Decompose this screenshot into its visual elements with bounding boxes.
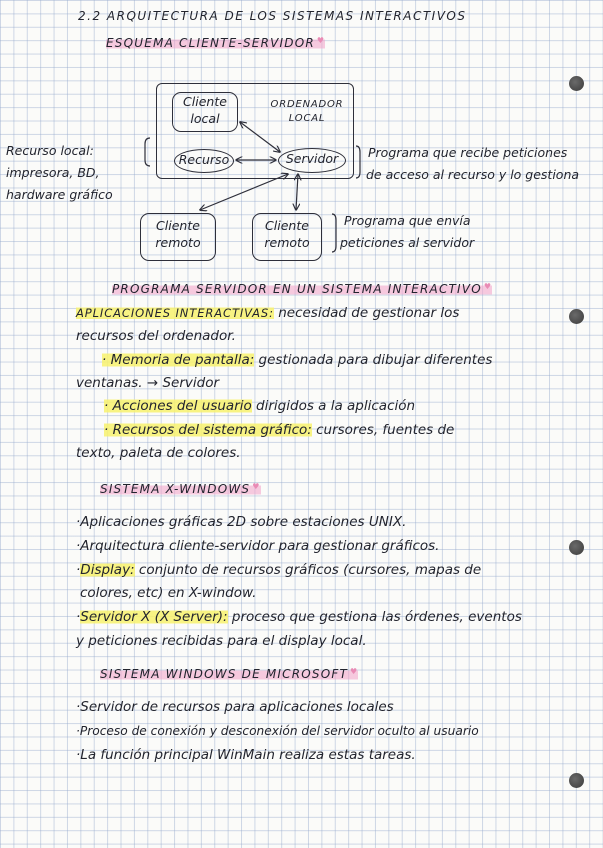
- windows-line-3: ·La función principal WinMain realiza estas tareas.: [76, 747, 416, 763]
- brace-server: [356, 146, 360, 178]
- binder-hole-3: [569, 540, 584, 555]
- bullet-graphic-resources-line2: texto, paleta de colores.: [76, 445, 241, 461]
- section-heading-server-text: PROGRAMA SERVIDOR EN UN SISTEMA INTERACTIVO ♥: [112, 282, 492, 296]
- section-heading-xwindows: [100, 482, 261, 497]
- xserver-label: Servidor X (X Server):: [80, 609, 228, 625]
- local-computer-label: ORDENADOR LOCAL: [270, 99, 344, 124]
- note-client-2: peticiones al servidor: [340, 235, 475, 250]
- xwindows-xserver-line2: y peticiones recibidas para el display local.: [76, 633, 367, 649]
- xserver-text: proceso que gestiona las órdenes, eventos: [227, 609, 522, 625]
- note-left-3: hardware gráfico: [6, 187, 113, 202]
- note-left-1: Recurso local:: [6, 143, 94, 158]
- page-title: 2.2 ARQUITECTURA DE LOS SISTEMAS INTERACTIVOS: [78, 9, 467, 23]
- note-left-2: impresora, BD,: [6, 165, 100, 180]
- xwindows-xserver: ·Servidor X (X Server): proceso que gestiona las órdenes, eventos: [76, 609, 522, 625]
- binder-hole-1: [569, 76, 584, 91]
- windows-line-1: ·Servidor de recursos para aplicaciones locales: [76, 699, 394, 715]
- note-server-2: de acceso al recurso y lo gestiona: [366, 167, 580, 182]
- arrow-server-remote-1: [200, 174, 288, 210]
- graphic-resources-label: · Recursos del sistema gráfico:: [104, 422, 312, 438]
- brace-client: [332, 214, 336, 252]
- binder-hole-4: [569, 773, 584, 788]
- section-heading-windows: [100, 667, 358, 682]
- local-client-label: Cliente local: [183, 94, 227, 126]
- section-heading-server: [112, 282, 492, 297]
- interactive-apps-text: necesidad de gestionar los: [273, 305, 460, 321]
- bullet-screen-memory: [102, 353, 492, 369]
- user-actions-label: · Acciones del usuario: [104, 398, 252, 414]
- xwindows-line-2: ·Arquitectura cliente-servidor para gestionar gráficos.: [76, 538, 440, 554]
- section1-intro: [76, 306, 459, 322]
- screen-memory-text: gestionada para dibujar diferentes: [254, 352, 493, 368]
- bullet-graphic-resources: [104, 423, 454, 439]
- note-client-1: Programa que envía: [344, 213, 471, 228]
- diagram-heading-text: ESQUEMA CLIENTE-SERVIDOR ♥: [106, 36, 325, 50]
- resource-label: Recurso: [178, 152, 230, 167]
- display-label: Display:: [80, 562, 135, 578]
- remote-client-label-2: Cliente remoto: [264, 218, 310, 250]
- bullet-user-actions: [104, 399, 415, 415]
- display-text: conjunto de recursos gráficos (cursores, mapas de: [134, 562, 482, 578]
- binder-hole-2: [569, 309, 584, 324]
- xwindows-display-line2: colores, etc) en X-window.: [80, 585, 257, 601]
- note-server-1: Programa que recibe peticiones: [368, 145, 568, 160]
- diagram-heading: [106, 36, 325, 51]
- server-label: Servidor: [285, 151, 339, 166]
- user-actions-text: dirigidos a la aplicación: [251, 398, 416, 414]
- section1-intro-line2: recursos del ordenador.: [76, 328, 236, 344]
- section-heading-xwindows-text: SISTEMA X-WINDOWS ♥: [100, 482, 261, 496]
- bullet-screen-memory-line2: ventanas. → Servidor: [76, 375, 220, 391]
- section-heading-windows-text: SISTEMA WINDOWS DE MICROSOFT ♥: [100, 667, 358, 681]
- interactive-apps-label: APLICACIONES INTERACTIVAS:: [76, 306, 274, 320]
- xwindows-display: ·Display: conjunto de recursos gráficos (cursores, mapas de: [76, 562, 482, 578]
- screen-memory-label: · Memoria de pantalla:: [102, 352, 255, 368]
- xwindows-line-1: ·Aplicaciones gráficas 2D sobre estaciones UNIX.: [76, 514, 407, 530]
- brace-left: [145, 138, 150, 166]
- arrow-server-remote-2: [296, 174, 298, 210]
- windows-line-2: ·Proceso de conexión y desconexión del servidor oculto al usuario: [76, 724, 479, 738]
- graphic-resources-text: cursores, fuentes de: [311, 422, 455, 438]
- remote-client-label-1: Cliente remoto: [155, 218, 201, 250]
